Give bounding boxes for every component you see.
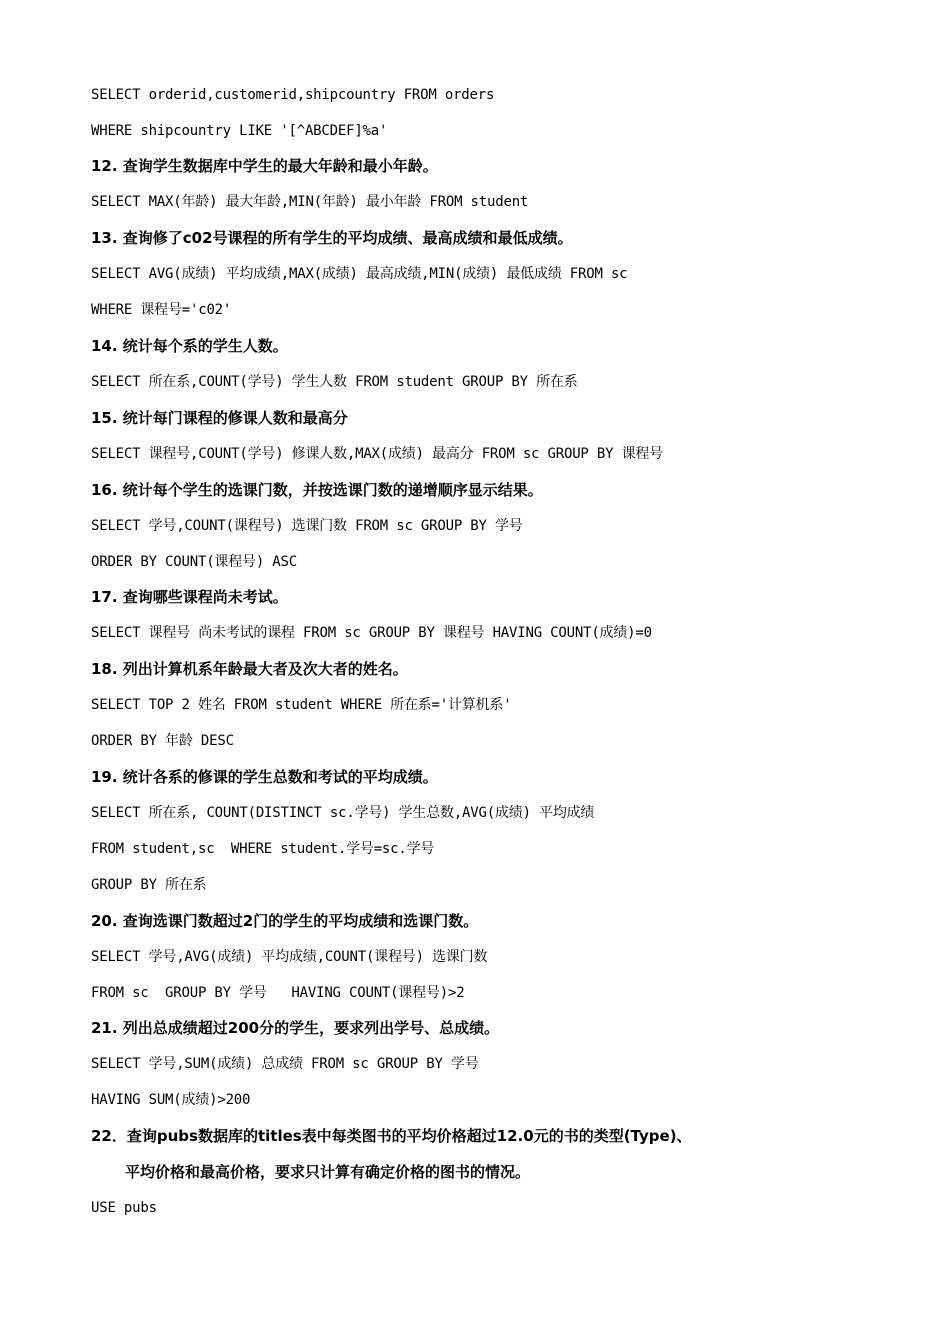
sql-line: SELECT 学号,COUNT(课程号) 选课门数 FROM sc GROUP BY 学号: [91, 518, 523, 534]
sql-line: SELECT 课程号 尚未考试的课程 FROM sc GROUP BY 课程号 HAVING COUNT(成绩)=0: [91, 625, 652, 641]
sql-line: SELECT AVG(成绩) 平均成绩,MAX(成绩) 最高成绩,MIN(成绩) 最低成绩 FROM sc: [91, 266, 628, 282]
question-heading: 19. 统计各系的修课的学生总数和考试的平均成绩。: [91, 768, 438, 786]
question-heading: 12. 查询学生数据库中学生的最大年龄和最小年龄。: [91, 157, 438, 175]
sql-line: SELECT 学号,AVG(成绩) 平均成绩,COUNT(课程号) 选课门数: [91, 949, 488, 965]
sql-line: USE pubs: [91, 1200, 157, 1216]
sql-line: SELECT 所在系,COUNT(学号) 学生人数 FROM student GROUP BY 所在系: [91, 374, 578, 390]
sql-line: SELECT MAX(年龄) 最大年龄,MIN(年龄) 最小年龄 FROM student: [91, 194, 529, 210]
sql-line: SELECT 学号,SUM(成绩) 总成绩 FROM sc GROUP BY 学号: [91, 1056, 479, 1072]
question-heading: 22．查询pubs数据库的titles表中每类图书的平均价格超过12.0元的书的类型(Type)、: [91, 1127, 692, 1145]
sql-line: ORDER BY COUNT(课程号) ASC: [91, 554, 297, 570]
sql-line: SELECT orderid,customerid,shipcountry FROM orders: [91, 87, 495, 103]
sql-line: SELECT TOP 2 姓名 FROM student WHERE 所在系='计算机系': [91, 697, 512, 713]
sql-line: SELECT 所在系, COUNT(DISTINCT sc.学号) 学生总数,AVG(成绩) 平均成绩: [91, 805, 595, 821]
question-heading: 13. 查询修了c02号课程的所有学生的平均成绩、最高成绩和最低成绩。: [91, 229, 573, 247]
question-heading-continued: 平均价格和最高价格，要求只计算有确定价格的图书的情况。: [125, 1163, 531, 1181]
sql-line: GROUP BY 所在系: [91, 877, 207, 893]
question-heading: 16. 统计每个学生的选课门数，并按选课门数的递增顺序显示结果。: [91, 481, 543, 499]
sql-line: HAVING SUM(成绩)>200: [91, 1092, 251, 1108]
sql-line: WHERE 课程号='c02': [91, 302, 232, 318]
question-heading: 18. 列出计算机系年龄最大者及次大者的姓名。: [91, 660, 408, 678]
sql-line: FROM sc GROUP BY 学号 HAVING COUNT(课程号)>2: [91, 985, 465, 1001]
question-heading: 17. 查询哪些课程尚未考试。: [91, 588, 288, 606]
question-heading: 14. 统计每个系的学生人数。: [91, 337, 288, 355]
sql-line: FROM student,sc WHERE student.学号=sc.学号: [91, 841, 435, 857]
question-heading: 15. 统计每门课程的修课人数和最高分: [91, 409, 348, 427]
sql-line: SELECT 课程号,COUNT(学号) 修课人数,MAX(成绩) 最高分 FROM sc GROUP BY 课程号: [91, 446, 663, 462]
sql-line: ORDER BY 年龄 DESC: [91, 733, 234, 749]
question-heading: 21. 列出总成绩超过200分的学生，要求列出学号、总成绩。: [91, 1019, 500, 1037]
question-heading: 20. 查询选课门数超过2门的学生的平均成绩和选课门数。: [91, 912, 479, 930]
sql-line: WHERE shipcountry LIKE '[^ABCDEF]%a': [91, 123, 388, 139]
